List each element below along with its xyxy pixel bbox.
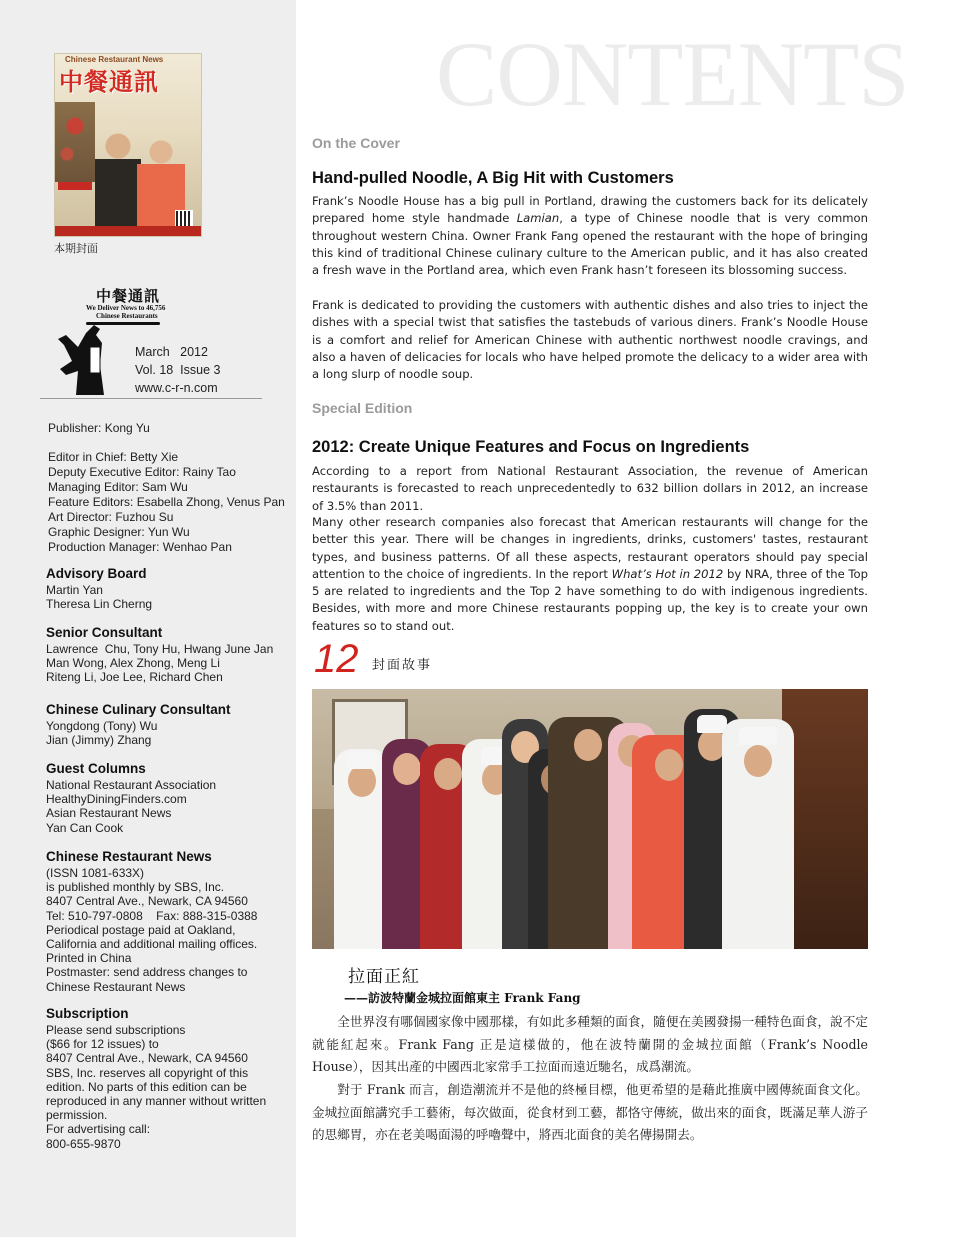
staff-group-photo — [312, 689, 868, 949]
section-line: ($66 for 12 issues) to — [46, 1037, 159, 1052]
waiter-silhouette-icon — [56, 325, 106, 395]
section-title: Chinese Culinary Consultant — [46, 702, 231, 717]
feature-paragraph-2: 對于 Frank 而言，創造潮流并不是他的終極目標，他更希望的是藉此推廣中國傳統面食文化。金城拉面館講究手工藝術，每次做面，從食材到工藝，都恪守傳統，做出來的面食，既滿足華人游子的思鄉胃，亦在老美喝面湯的呼嚕聲中，將西北面食的美名傳揚開去。 — [312, 1082, 868, 1142]
section-label-cover: On the Cover — [312, 135, 400, 151]
cover-red-label — [58, 182, 92, 190]
section-line: Jian (Jimmy) Zhang — [46, 733, 152, 748]
cover-masthead-en: Chinese Restaurant News — [65, 55, 164, 64]
section-line: is published monthly by SBS, Inc. — [46, 880, 225, 895]
cover-photo-man — [95, 129, 141, 236]
section-title: Chinese Restaurant News — [46, 849, 212, 864]
section-title: Subscription — [46, 1006, 129, 1021]
cover-caption: 本期封面 — [54, 242, 98, 255]
text-run: by NRA, three of the Top 5 are related to ingredients and the Top 2 have something to do with indigenous ingredients. Besides, with more and more Chinese restaurants popping up, the key is to create your own features so to stand out. — [312, 566, 868, 633]
text-emphasis: What’s Hot in 2012 — [611, 566, 724, 581]
staff-line: Graphic Designer: Yun Wu — [48, 525, 190, 539]
section-line: Please send subscriptions — [46, 1023, 186, 1037]
section-culinary-consultant — [46, 702, 286, 747]
feature-title-cn: 拉面正紅 — [348, 967, 420, 987]
section-line: Asian Restaurant News — [46, 806, 172, 821]
issue-date: March 2012 — [135, 345, 208, 359]
staff-line: Production Manager: Wenhao Pan — [48, 540, 232, 554]
photo-person — [722, 719, 794, 949]
section-line: reproduced in any manner without written — [46, 1094, 267, 1109]
cover-story-paragraph-1 — [312, 193, 868, 279]
section-title: Advisory Board — [46, 566, 147, 581]
section-advisory-board — [46, 566, 286, 611]
text-run: Frank’s Noodle House has a big pull in Portland, drawing the customers back for its delicately prepared home style handmade — [312, 194, 868, 226]
section-line: Theresa Lin Cherng — [46, 597, 153, 612]
section-line: edition. No parts of this edition can be — [46, 1079, 247, 1094]
section-senior-consultant — [46, 625, 286, 685]
section-line: 8407 Central Ave., Newark, CA 94560 — [46, 894, 248, 909]
special-paragraph-2 — [312, 514, 868, 635]
sidebar-divider — [40, 398, 262, 399]
staff-list — [48, 421, 288, 569]
issue-info — [135, 343, 220, 397]
section-line: Postmaster: send address changes to — [46, 965, 248, 980]
feature-subtitle-cn: ——訪波特蘭金城拉面館東主 Frank Fang — [344, 991, 581, 1005]
cover-thumbnail[interactable] — [54, 53, 202, 237]
section-line: Lawrence Chu, Tony Hu, Hwang June Jan — [46, 642, 274, 656]
contents-title: CONTENTS — [436, 23, 909, 125]
staff-line: Editor in Chief: Betty Xie — [48, 450, 179, 464]
section-line: 800-655-9870 — [46, 1136, 121, 1151]
section-label-special: Special Edition — [312, 400, 413, 416]
section-title: Guest Columns — [46, 761, 146, 776]
issue-volume: Vol. 18 Issue 3 — [135, 363, 221, 377]
section-guest-columns — [46, 761, 286, 835]
headline-cover-story[interactable]: Hand-pulled Noodle, A Big Hit with Customers — [312, 169, 674, 187]
section-line: Chinese Restaurant News — [46, 979, 186, 994]
section-line: SBS, Inc. reserves all copyright of this — [46, 1065, 249, 1080]
section-line: Martin Yan — [46, 583, 103, 597]
cover-masthead-cn: 中餐通訊 — [59, 67, 159, 96]
logo-tagline-1: We Deliver News to 46,756 — [86, 304, 166, 312]
logo-name-cn: 中餐通訊 — [96, 287, 161, 305]
special-paragraph-1: According to a report from National Restaurant Association, the revenue of American restaurants is forecasted to reach unprecedentedly to 632 billion dollars in 2012, an increase of 3.5% than 2011. — [312, 464, 868, 513]
section-line: Periodical postage paid at Oakland, — [46, 922, 236, 937]
cover-story-paragraph-2: Frank is dedicated to providing the customers with authentic dishes and also tries to inject the dishes with a special twist that satisfies the tastebuds of various diners. Frank’s Noodle House is a comfort and relief for American Chinese with authentic northwest noodle cravings, and also a haven of delicacies for locals who have helped promote the delicacy to a wider area with a long slurp of noodle soup. — [312, 298, 868, 382]
section-line: 8407 Central Ave., Newark, CA 94560 — [46, 1051, 248, 1066]
section-line: Man Wong, Alex Zhong, Meng Li — [46, 656, 220, 671]
section-line: permission. — [46, 1108, 108, 1123]
staff-line: Managing Editor: Sam Wu — [48, 480, 188, 494]
staff-line: Publisher: Kong Yu — [48, 421, 150, 435]
cover-flower-decoration — [55, 102, 95, 182]
headline-special-edition[interactable]: 2012: Create Unique Features and Focus on Ingredients — [312, 438, 750, 456]
staff-line: Art Director: Fuzhou Su — [48, 510, 174, 524]
staff-group — [48, 450, 288, 555]
section-line: For advertising call: — [46, 1122, 151, 1137]
staff-group — [48, 421, 288, 436]
logo-tagline-2: Chinese Restaurants — [96, 312, 158, 320]
section-line: Yan Can Cook — [46, 820, 124, 835]
section-line: California and additional mailing offices. — [46, 937, 258, 952]
section-publication-info — [46, 849, 286, 994]
section-line: National Restaurant Association — [46, 778, 217, 792]
cover-footer-strip — [55, 226, 201, 236]
section-title: Senior Consultant — [46, 625, 163, 640]
section-line: Tel: 510-797-0808 Fax: 888-315-0388 — [46, 908, 258, 923]
section-line: HealthyDiningFinders.com — [46, 792, 187, 807]
photo-door — [782, 689, 868, 949]
text-run: Many other research companies also forecast that American restaurants will change for the better this year. There will be changes in ingredients, drinks, customers' tastes, restaurant types, and business patterns. Of all these aspects, restaurant operators should pay special attention to the choice of ingredients. In the report — [312, 515, 868, 581]
text-emphasis: Lamian — [516, 211, 560, 226]
masthead-sidebar — [0, 0, 296, 1237]
text-run: , a type of Chinese noodle that is very common throughout western China. Owner Frank Fang opened the restaurant with the hope of bringing this kind of traditional Chinese culinary culture to the American public, and it has also created a fresh wave in the Portland area, which even Frank hasn’t foreseen its blossoming success. — [312, 211, 868, 278]
section-line: Riteng Li, Joe Lee, Richard Chen — [46, 670, 223, 685]
staff-line: Deputy Executive Editor: Rainy Tao — [48, 465, 236, 479]
issue-website[interactable]: www.c-r-n.com — [135, 381, 218, 395]
section-subscription — [46, 1006, 286, 1151]
staff-line: Feature Editors: Esabella Zhong, Venus Pan — [48, 495, 285, 509]
contents-main — [296, 0, 956, 1237]
page-caption: 封面故事 — [372, 658, 433, 673]
section-line: Yongdong (Tony) Wu — [46, 719, 158, 733]
section-line: (ISSN 1081-633X) — [46, 866, 145, 880]
section-line: Printed in China — [46, 951, 132, 966]
page-number[interactable]: 12 — [314, 637, 359, 681]
feature-paragraph-1: 全世界沒有哪個國家像中國那樣，有如此多種類的面食，隨便在美國發揚一種特色面食，說不定就能紅起來。Frank Fang 正是這樣做的，他在波特蘭開的金城拉面館（Frank’s Noodle House），因其出產的中國西北家常手工拉面而遠近馳名，成爲潮流。 — [312, 1014, 868, 1074]
